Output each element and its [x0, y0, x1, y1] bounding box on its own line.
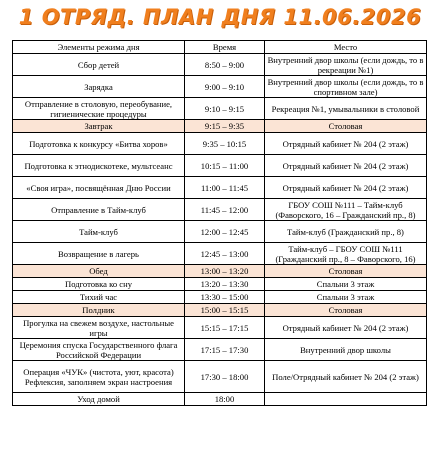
time-cell: 13:00 – 13:20: [185, 265, 265, 278]
table-row: [13, 339, 427, 361]
table-row-meal: [13, 265, 427, 278]
place-cell: Столовая: [265, 120, 427, 133]
activity-cell: Зарядка: [13, 76, 185, 98]
activity-cell: Операция «ЧУК» (чистота, уют, красота) Рефлексия, заполняем экран настроения: [13, 361, 185, 393]
table-row: [13, 54, 427, 76]
activity-cell: Уход домой: [13, 393, 185, 406]
time-cell: 13:30 – 15:00: [185, 291, 265, 304]
place-cell: [265, 393, 427, 406]
table-row: [13, 221, 427, 243]
activity-cell: Отправление в Тайм-клуб: [13, 199, 185, 221]
table-row: [13, 393, 427, 406]
table-row: [13, 361, 427, 393]
activity-cell: «Своя игра», посвящённая Дню России: [13, 177, 185, 199]
header-time: Время: [185, 41, 265, 54]
table-row: [13, 317, 427, 339]
place-cell: Отрядный кабинет № 204 (2 этаж): [265, 133, 427, 155]
place-cell: Внутренний двор школы (если дождь, то в рекреации №1): [265, 54, 427, 76]
time-cell: 9:35 – 10:15: [185, 133, 265, 155]
activity-cell: Завтрак: [13, 120, 185, 133]
place-cell: Отрядный кабинет № 204 (2 этаж): [265, 177, 427, 199]
place-cell: Внутренний двор школы: [265, 339, 427, 361]
table-header-row: [13, 41, 427, 54]
time-cell: 17:15 – 17:30: [185, 339, 265, 361]
table-row: [13, 278, 427, 291]
table-row: [13, 177, 427, 199]
time-cell: 12:45 – 13:00: [185, 243, 265, 265]
activity-cell: Тайм-клуб: [13, 221, 185, 243]
header-activity: Элементы режима дня: [13, 41, 185, 54]
activity-cell: Сбор детей: [13, 54, 185, 76]
time-cell: 17:30 – 18:00: [185, 361, 265, 393]
place-cell: Тайм-клуб – ГБОУ СОШ №111 (Гражданский пр., 8 – Фаворского, 16): [265, 243, 427, 265]
table-row: [13, 133, 427, 155]
activity-cell: Подготовка ко сну: [13, 278, 185, 291]
place-cell: Внутренний двор школы (если дождь, то в спортивном зале): [265, 76, 427, 98]
table-row: [13, 98, 427, 120]
place-cell: Отрядный кабинет № 204 (2 этаж): [265, 317, 427, 339]
table-row-meal: [13, 304, 427, 317]
time-cell: 15:15 – 17:15: [185, 317, 265, 339]
activity-cell: Прогулка на свежем воздухе, настольные игры: [13, 317, 185, 339]
activity-cell: Обед: [13, 265, 185, 278]
place-cell: ГБОУ СОШ №111 – Тайм-клуб (Фаворского, 16 – Гражданский пр., 8): [265, 199, 427, 221]
time-cell: 9:00 – 9:10: [185, 76, 265, 98]
activity-cell: Отправление в столовую, переобувание, гигиенические процедуры: [13, 98, 185, 120]
table-row: [13, 243, 427, 265]
place-cell: Спальни 3 этаж: [265, 278, 427, 291]
activity-cell: Тихий час: [13, 291, 185, 304]
place-cell: Столовая: [265, 304, 427, 317]
time-cell: 13:20 – 13:30: [185, 278, 265, 291]
time-cell: 18:00: [185, 393, 265, 406]
activity-cell: Возвращение в лагерь: [13, 243, 185, 265]
page-title: 1 ОТРЯД. ПЛАН ДНЯ 11.06.2026: [18, 5, 422, 29]
activity-cell: Церемония спуска Государственного флага Российской Федерации: [13, 339, 185, 361]
place-cell: Столовая: [265, 265, 427, 278]
activity-cell: Полдник: [13, 304, 185, 317]
activity-cell: Подготовка к этнодискотеке, мультсеанс: [13, 155, 185, 177]
time-cell: 15:00 – 15:15: [185, 304, 265, 317]
table-row: [13, 155, 427, 177]
schedule-table: [12, 40, 427, 406]
place-cell: Тайм-клуб (Гражданский пр., 8): [265, 221, 427, 243]
place-cell: Спальни 3 этаж: [265, 291, 427, 304]
activity-cell: Подготовка к конкурсу «Битва хоров»: [13, 133, 185, 155]
header-place: Место: [265, 41, 427, 54]
time-cell: 12:00 – 12:45: [185, 221, 265, 243]
time-cell: 10:15 – 11:00: [185, 155, 265, 177]
time-cell: 8:50 – 9:00: [185, 54, 265, 76]
time-cell: 11:00 – 11:45: [185, 177, 265, 199]
table-row: [13, 291, 427, 304]
place-cell: Рекреация №1, умывальники в столовой: [265, 98, 427, 120]
table-row-meal: [13, 120, 427, 133]
place-cell: Поле/Отрядный кабинет № 204 (2 этаж): [265, 361, 427, 393]
time-cell: 9:15 – 9:35: [185, 120, 265, 133]
time-cell: 11:45 – 12:00: [185, 199, 265, 221]
table-row: [13, 76, 427, 98]
place-cell: Отрядный кабинет № 204 (2 этаж): [265, 155, 427, 177]
table-row: [13, 199, 427, 221]
time-cell: 9:10 – 9:15: [185, 98, 265, 120]
